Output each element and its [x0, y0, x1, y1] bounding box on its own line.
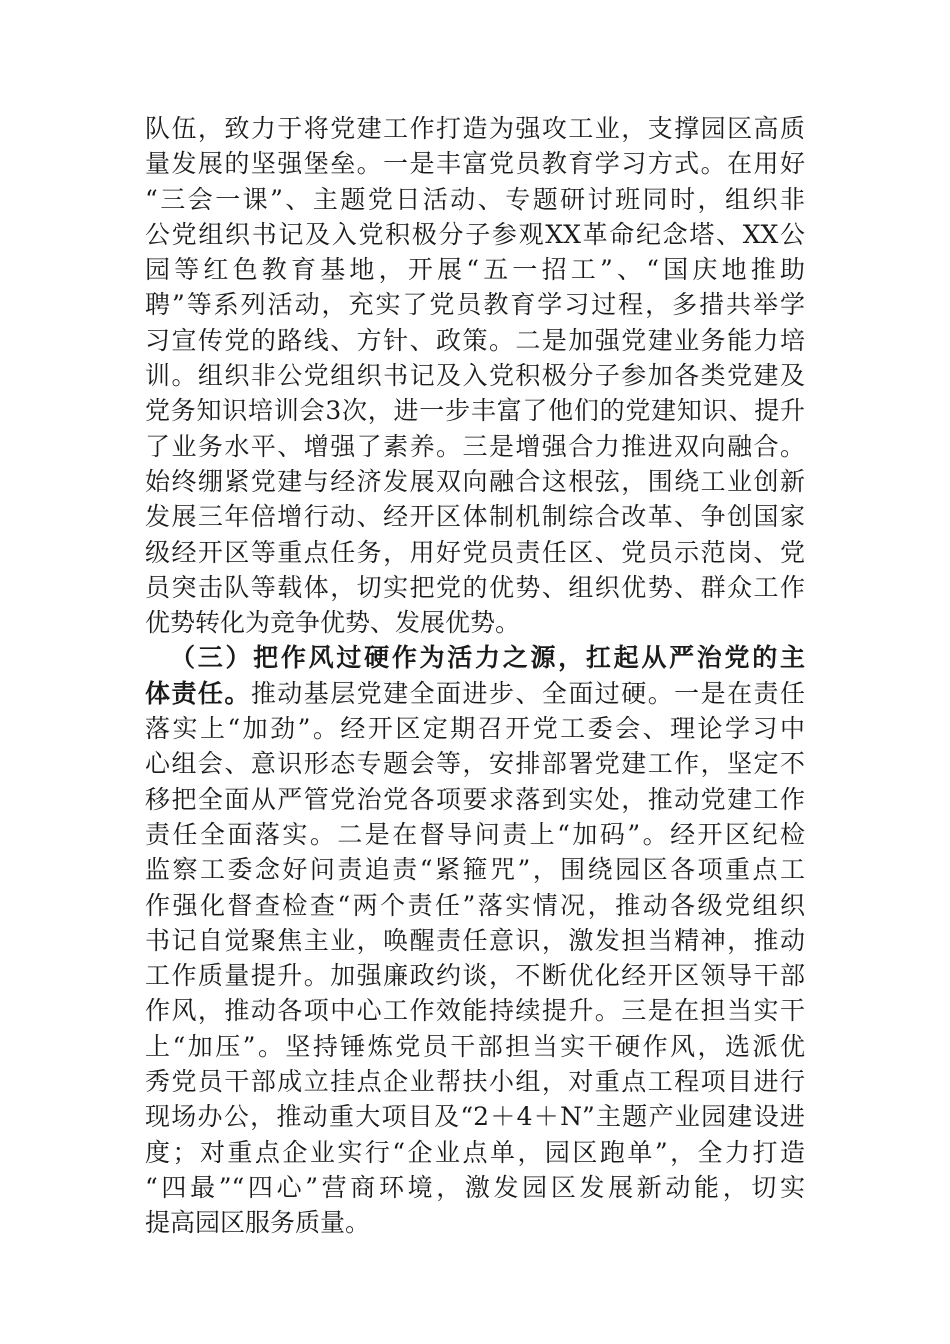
- text-line: [145, 676, 805, 711]
- text-line: 优势转化为竞争优势、发展优势。: [145, 608, 521, 638]
- text-line: 量发展的坚强堡垒。一是丰富党员教育学习方式。在用好: [145, 149, 805, 179]
- text-line: 作强化督查检查“两个责任”落实情况，推动各级党组织: [145, 890, 805, 920]
- paragraph-work-style: [145, 640, 805, 1240]
- section-heading: （三）把作风过硬作为活力之源，扛起从严治党的主: [170, 643, 805, 673]
- text-line: “四最”“四心”营商环境，激发园区发展新动能，切实: [145, 1172, 805, 1202]
- text-line: 作风，推动各项中心工作效能持续提升。三是在担当实干: [145, 996, 805, 1026]
- text-line: 发展三年倍增行动、经开区体制机制综合改革、争创国家: [145, 502, 805, 532]
- text-line: 员突击队等载体，切实把党的优势、组织优势、群众工作: [145, 572, 805, 602]
- text-line: 了业务水平、增强了素养。三是增强合力推进双向融合。: [145, 431, 805, 461]
- text-line: 队伍，致力于将党建工作打造为强攻工业，支撑园区高质: [145, 114, 805, 143]
- text-line: “三会一课”、主题党日活动、专题研讨班同时，组织非: [145, 184, 805, 214]
- text-line: 现场办公，推动重大项目及“2＋4＋N”主题产业园建设进: [145, 1102, 805, 1132]
- text-line: 级经开区等重点任务，用好党员责任区、党员示范岗、党: [145, 537, 805, 567]
- text-line: 心组会、意识形态专题会等，安排部署党建工作，坚定不: [145, 749, 805, 779]
- text-line: 始终绷紧党建与经济发展双向融合这根弦，围绕工业创新: [145, 466, 805, 496]
- text-line: 落实上“加劲”。经开区定期召开党工委会、理论学习中: [145, 714, 805, 744]
- text-line: 公党组织书记及入党积极分子参观XX革命纪念塔、XX公: [145, 219, 805, 249]
- text-line: 秀党员干部成立挂点企业帮扶小组，对重点工程项目进行: [145, 1067, 805, 1097]
- text-line: 上“加压”。坚持锤炼党员干部担当实干硬作风，选派优: [145, 1031, 805, 1061]
- text-span: 推动基层党建全面进步、全面过硬。一是在责任: [250, 678, 805, 708]
- text-line: 习宣传党的路线、方针、政策。二是加强党建业务能力培: [145, 325, 805, 355]
- text-line: 园等红色教育基地，开展“五一招工”、“国庆地推助: [145, 255, 805, 285]
- text-line: 度；对重点企业实行“企业点单，园区跑单”，全力打造: [145, 1137, 805, 1167]
- text-line: 训。组织非公党组织书记及入党积极分子参加各类党建及: [145, 361, 805, 391]
- paragraph-party-education: [145, 111, 805, 640]
- section-heading-end: 体责任。: [145, 678, 251, 708]
- text-line: 工作质量提升。加强廉政约谈，不断优化经开区领导干部: [145, 961, 805, 991]
- text-line: 聘”等系列活动，充实了党员教育学习过程，多措共举学: [145, 290, 805, 320]
- text-line: 移把全面从严管党治党各项要求落到实处，推动党建工作: [145, 784, 805, 814]
- text-line: 党务知识培训会3次，进一步丰富了他们的党建知识、提升: [145, 396, 805, 426]
- document-body: [145, 111, 805, 1241]
- text-line: 责任全面落实。二是在督导问责上“加码”。经开区纪检: [145, 819, 805, 849]
- text-line: 书记自觉聚焦主业，唤醒责任意识，激发担当精神，推动: [145, 925, 805, 955]
- text-line: 提高园区服务质量。: [145, 1208, 371, 1238]
- text-line: 监察工委念好问责追责“紧箍咒”，围绕园区各项重点工: [145, 855, 805, 885]
